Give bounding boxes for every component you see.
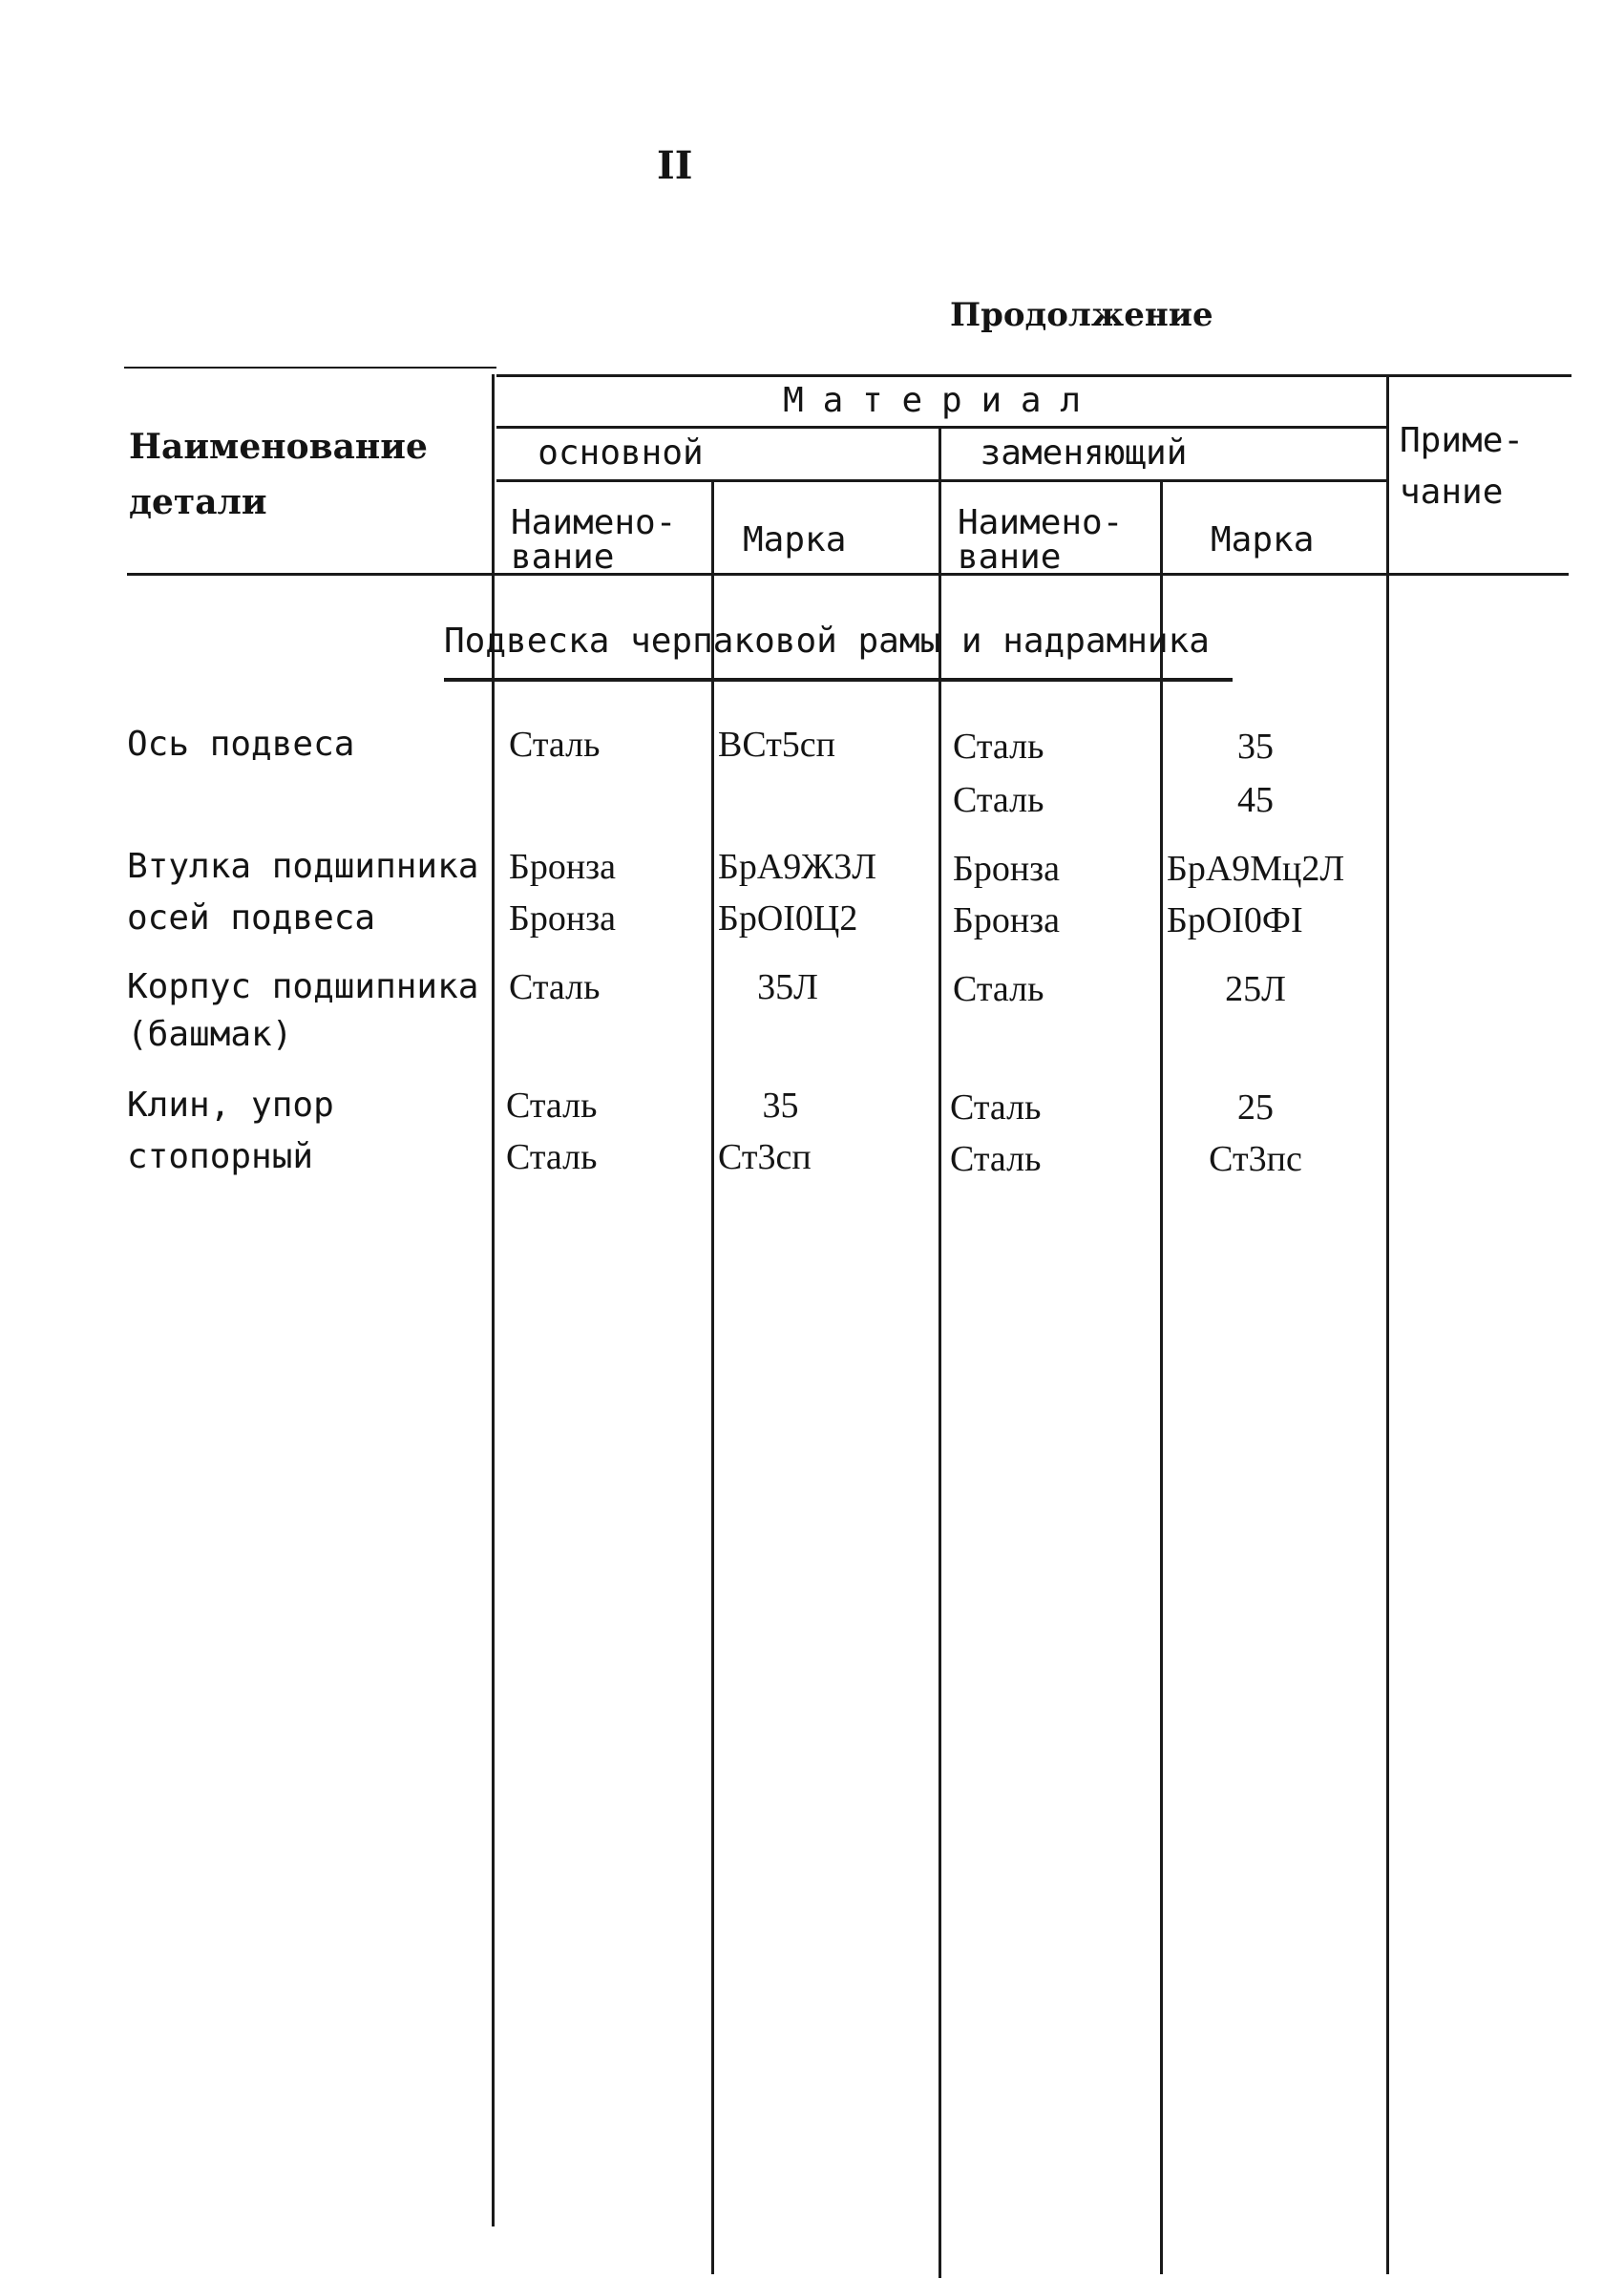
row-3-main-name: Бронза: [509, 898, 617, 939]
row-2-part: Втулка подшипника: [127, 847, 479, 886]
header-main: основной: [538, 433, 704, 473]
row-4-sub-name: Сталь: [953, 969, 1044, 1009]
row-3-sub-grade: БрОI0ФI: [1167, 900, 1303, 940]
row-2-sub-grade: БрА9Мц2Л: [1167, 849, 1345, 889]
table-top-rule: [496, 374, 1571, 377]
row-6-sub-grade: 25: [1237, 1087, 1274, 1128]
header-part-name-1: Наименование: [129, 427, 428, 467]
row-0-sub-grade: 35: [1237, 727, 1274, 767]
header-note-1: Приме-: [1400, 421, 1525, 460]
row-0-part: Ось подвеса: [127, 725, 355, 764]
header-note-2: чание: [1400, 473, 1504, 512]
row-7-main-grade: Ст3сп: [718, 1137, 812, 1177]
header-main-grade: Марка: [743, 520, 847, 559]
row-7-sub-name: Сталь: [950, 1139, 1042, 1179]
row-2-main-name: Бронза: [509, 847, 617, 887]
row-0-sub-name: Сталь: [953, 727, 1044, 767]
row-1-sub-name: Сталь: [953, 780, 1044, 820]
row-6-part: Клин, упор: [127, 1086, 334, 1125]
row-2-sub-name: Бронза: [953, 849, 1061, 889]
row-4-part: Корпус подшипника: [127, 967, 479, 1006]
row-0-main-grade: ВСт5сп: [718, 725, 835, 765]
subheader-rule: [496, 479, 1388, 482]
section-underline: [444, 678, 1233, 682]
header-material: Материал: [783, 381, 1100, 420]
header-bottom-rule: [127, 573, 1569, 576]
row-4-main-name: Сталь: [509, 967, 601, 1007]
row-6-main-name: Сталь: [506, 1086, 598, 1126]
col-divider-main-grade: [711, 479, 714, 2274]
row-7-main-name: Сталь: [506, 1137, 598, 1177]
row-3-sub-name: Бронза: [953, 900, 1061, 940]
col-divider-sub-grade: [1160, 479, 1163, 2274]
row-6-sub-name: Сталь: [950, 1087, 1042, 1128]
continuation-label: Продолжение: [950, 296, 1213, 334]
row-0-main-name: Сталь: [509, 725, 601, 765]
header-sub-name-1: Наимено-: [958, 503, 1124, 542]
row-3-main-grade: БрОI0Ц2: [718, 898, 858, 939]
row-2-main-grade: БрА9Ж3Л: [718, 847, 877, 887]
header-sub-name-2: вание: [958, 538, 1062, 577]
row-7-sub-grade: Ст3пс: [1209, 1139, 1302, 1179]
header-substitute: заменяющий: [980, 433, 1188, 473]
header-part-name-2: детали: [129, 482, 267, 522]
row-7-part: стопорный: [127, 1137, 314, 1176]
header-left-top-rule: [124, 367, 496, 369]
section-title: Подвеска черпаковой рамы и надрамника: [444, 622, 1210, 661]
material-rule: [496, 426, 1388, 429]
header-sub-grade: Марка: [1211, 520, 1315, 559]
row-6-main-grade: 35: [762, 1086, 799, 1126]
col-divider-substitute: [939, 426, 941, 2278]
header-main-name-1: Наимено-: [511, 503, 677, 542]
row-3-part: осей подвеса: [127, 898, 376, 938]
row-1-sub-grade: 45: [1237, 780, 1274, 820]
row-4-sub-grade: 25Л: [1225, 969, 1286, 1009]
col-divider-note: [1386, 374, 1389, 2274]
row-4-main-grade: 35Л: [757, 967, 818, 1007]
header-main-name-2: вание: [511, 538, 615, 577]
page-number: II: [657, 143, 693, 188]
row-5-part: (башмак): [127, 1015, 293, 1054]
